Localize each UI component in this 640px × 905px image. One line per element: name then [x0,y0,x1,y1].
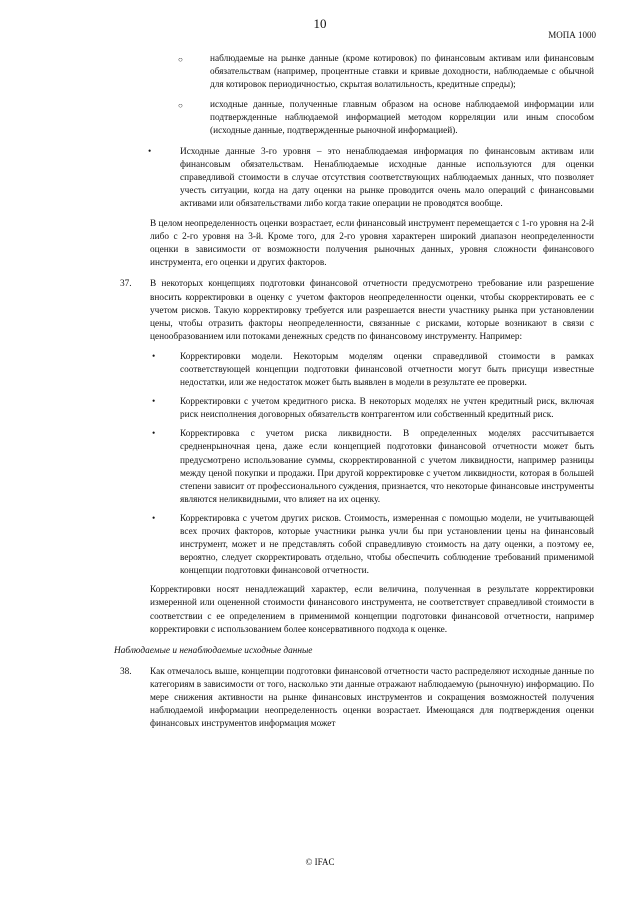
paragraph-text: Как отмечалось выше, концепции подготовки финансовой отчетности часто распределяют исходные данные по категориям в зависимости от того, насколько эти данные отражают наблюдаемую (рыночную) информацию. По мере снижения активности на рынке финансовых инструментов и сокращения возможностей получения наблюдаемой информации неопределенность оценки возрастает. Имеющаяся для подтверждения оценки финансовых инструментов информация может [150,666,594,730]
bullet-icon: • [152,351,156,362]
paragraph-number: 38. [120,666,132,677]
bullet-icon: • [148,146,152,157]
list-item-text: Корректировки модели. Некоторым моделям оценки справедливой стоимости в рамках соответствующей концепции подготовки финансовой отчетности могут быть присущи известные недостатки, или же недостаток может быть выявлен в модели в результате ее проверки. [180,351,594,389]
list-item [120,396,594,422]
bullet-icon: • [152,429,156,440]
paragraph-number: 37. [120,279,132,290]
paragraph: В целом неопределенность оценки возрастает, если финансовый инструмент перемещается с 1-го уровня на 2-й либо с 2-го уровня на 3-й. Кроме того, для 2-го уровня характерен широкий диапазон неопределенности оценки в зависимости от возможности получения рыночных данных, уровня сложности финансового инструмента, его оценки и других факторов. [150,219,594,269]
list-item-text: Исходные данные 3-го уровня – это ненаблюдаемая информация по финансовым активам или финансовым обязательствам. Ненаблюдаемые исходные данные используются для оценки справедливой стоимости в случае отсутствия соответствующих наблюдаемых данных, что позволяет учесть ситуации, когда на дату оценки на рынке проводится очень мало операций с финансовыми активами или обязательствами либо когда такие операции не проводятся вообще. [180,146,594,209]
numbered-paragraph-38 [120,666,594,731]
paragraph: Корректировки носят ненадлежащий характер, если величина, полученная в результате корректировки измеренной или оцененной стоимости финансового инструмента, не соответствует справедливой стоимости в соответствии с ее определением в применимой концепции подготовки финансовой отчетности, например корректировки с использованием более консервативного подхода к оценке. [150,585,594,635]
page-number: 10 [313,16,327,31]
list-item [120,351,594,390]
list-item [120,513,594,578]
list-item-text: Корректировки с учетом кредитного риска. В некоторых моделях не учтен кредитный риск, включая риск неисполнения договорных обязательств контрагентом или собственный кредитный риск. [180,397,594,421]
list-item-text: Корректировка с учетом риска ликвидности. В определенных моделях рассчитывается средненрыночная цена, даже если концепцией подготовки финансовой отчетности может быть предусмотрено использование суммы, скорректированной с учетом ликвидности, например разницы между ценой покупки и продажи. При другой корректировке с учетом ликвидности, которая в большей степени зависит от профессионального суждения, признается, что некоторые финансовые инструменты являются неликвидными, что влияет на их оценку. [180,429,594,505]
bullet-icon: • [152,513,156,524]
document-body [114,53,594,738]
circle-bullet-icon: ○ [178,55,183,64]
circle-bullet-icon: ○ [178,101,183,111]
list-item-text: наблюдаемые на рынке данные (кроме котировок) по финансовым активам или финансовым обязательствам (например, процентные ставки и кривые доходности, наблюдаемые с обычной для котировок периодичностью, скрытая волатильность, кредитные спреды); [210,54,594,91]
bullet-icon: • [152,397,156,408]
footer-copyright: © IFAC [305,857,335,867]
list-item [120,146,594,211]
list-item-text: Корректировка с учетом других рисков. Стоимость, измеренная с помощью модели, не учитывающей всех прочих факторов, которые участники рынка учли бы при установлении цены на финансовый инструмент, может и не представлять собой справедливую стоимость на дату оценки, а поэтому ее, вероятно, следует скорректировать отдельно, чтобы обеспечить соблюдение требований применимой концепции подготовки финансовой отчетности. [180,513,594,577]
section-heading: Наблюдаемые и ненаблюдаемые исходные данные [114,645,313,656]
numbered-paragraph-37 [120,278,594,343]
document-id: МОПА 1000 [548,30,596,40]
list-item [120,428,594,507]
list-item-text: исходные данные, полученные главным образом на основе наблюдаемой информации или подтвержденные наблюдаемой информацией методом корреляции или иным способом (исходные данные, подтвержденные рыночной информацией). [210,100,594,137]
paragraph-text: В некоторых концепциях подготовки финансовой отчетности предусмотрено требование или разрешение вносить корректировки в оценку с учетом факторов неопределенности оценки, чтобы скорректировать ее с учетом рисков. Такую корректировку требуется или разрешается внести участнику рынка при установлении цены, чтобы отразить факторы неопределенности, связанные с рисками, которые возникают в связи с ценообразованием или потоками денежных средств по финансовому инструменту. Например: [150,279,594,342]
list-item [120,53,594,92]
list-item [120,99,594,138]
